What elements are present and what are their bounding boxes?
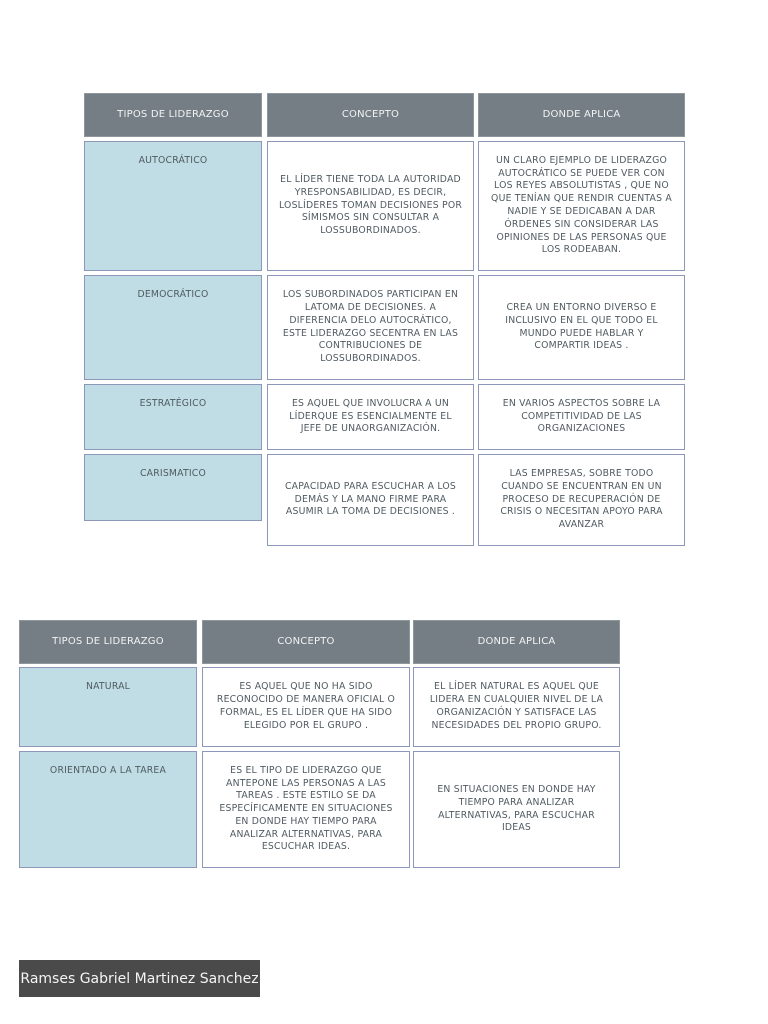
row-concepto-orientado-tarea: ES EL TIPO DE LIDERAZGO QUE ANTEPONE LAS PERSONAS A LAS TAREAS . ESTE ESTILO SE DA ESPECÍFICAMENTE EN SITUACIONES EN DONDE HAY TIEMPO PARA ANALIZAR ALTERNATIVAS, PARA ESCUCHAR IDEAS. xyxy=(202,751,410,868)
author-name-label: Ramses Gabriel Martinez Sanchez xyxy=(19,960,260,997)
header-concepto: CONCEPTO xyxy=(202,620,410,664)
row-concepto-autocratico: EL LÍDER TIENE TODA LA AUTORIDAD YRESPONSABILIDAD, ES DECIR, LOSLÍDERES TOMAN DECISIONES POR SÍMISMOS SIN CONSULTAR A LOSSUBORDINADOS. xyxy=(267,141,474,271)
header-tipos: TIPOS DE LIDERAZGO xyxy=(19,620,197,664)
row-aplica-natural: EL LÍDER NATURAL ES AQUEL QUE LIDERA EN CUALQUIER NIVEL DE LA ORGANIZACIÓN Y SATISFACE LAS NECESIDADES DEL PROPIO GRUPO. xyxy=(413,667,620,747)
header-concepto: CONCEPTO xyxy=(267,93,474,137)
row-concepto-natural: ES AQUEL QUE NO HA SIDO RECONOCIDO DE MANERA OFICIAL O FORMAL, ES EL LÍDER QUE HA SIDO ELEGIDO POR EL GRUPO . xyxy=(202,667,410,747)
row-aplica-democratico: CREA UN ENTORNO DIVERSO E INCLUSIVO EN EL QUE TODO EL MUNDO PUEDE HABLAR Y COMPARTIR IDEAS . xyxy=(478,275,685,380)
row-aplica-estrategico: EN VARIOS ASPECTOS SOBRE LA COMPETITIVIDAD DE LAS ORGANIZACIONES xyxy=(478,384,685,450)
row-concepto-democratico: LOS SUBORDINADOS PARTICIPAN EN LATOMA DE DECISIONES. A DIFERENCIA DELO AUTOCRÁTICO, ESTE LIDERAZGO SECENTRA EN LAS CONTRIBUCIONES DE LOSSUBORDINADOS. xyxy=(267,275,474,380)
row-concepto-carismatico: CAPACIDAD PARA ESCUCHAR A LOS DEMÁS Y LA MANO FIRME PARA ASUMIR LA TOMA DE DECISIONES . xyxy=(267,454,474,546)
row-concepto-estrategico: ES AQUEL QUE INVOLUCRA A UN LÍDERQUE ES ESENCIALMENTE EL JEFE DE UNAORGANIZACIÓN. xyxy=(267,384,474,450)
row-aplica-orientado-tarea: EN SITUACIONES EN DONDE HAY TIEMPO PARA ANALIZAR ALTERNATIVAS, PARA ESCUCHAR IDEAS xyxy=(413,751,620,868)
row-label-autocratico: AUTOCRÁTICO xyxy=(84,141,262,271)
header-donde-aplica: DONDE APLICA xyxy=(478,93,685,137)
row-label-carismatico: CARISMATICO xyxy=(84,454,262,521)
row-aplica-carismatico: LAS EMPRESAS, SOBRE TODO CUANDO SE ENCUENTRAN EN UN PROCESO DE RECUPERACIÓN DE CRISIS O NECESITAN APOYO PARA AVANZAR xyxy=(478,454,685,546)
header-tipos: TIPOS DE LIDERAZGO xyxy=(84,93,262,137)
row-label-orientado-tarea: ORIENTADO A LA TAREA xyxy=(19,751,197,868)
row-aplica-autocratico: UN CLARO EJEMPLO DE LIDERAZGO AUTOCRÁTICO SE PUEDE VER CON LOS REYES ABSOLUTISTAS , QUE NO QUE TENÍAN QUE RENDIR CUENTAS A NADIE Y SE DEDICABAN A DAR ÓRDENES SIN CONSIDERAR LAS OPINIONES DE LAS PERSONAS QUE LOS RODEABAN. xyxy=(478,141,685,271)
header-donde-aplica: DONDE APLICA xyxy=(413,620,620,664)
row-label-democratico: DEMOCRÁTICO xyxy=(84,275,262,380)
row-label-natural: NATURAL xyxy=(19,667,197,747)
row-label-estrategico: ESTRATÉGICO xyxy=(84,384,262,450)
